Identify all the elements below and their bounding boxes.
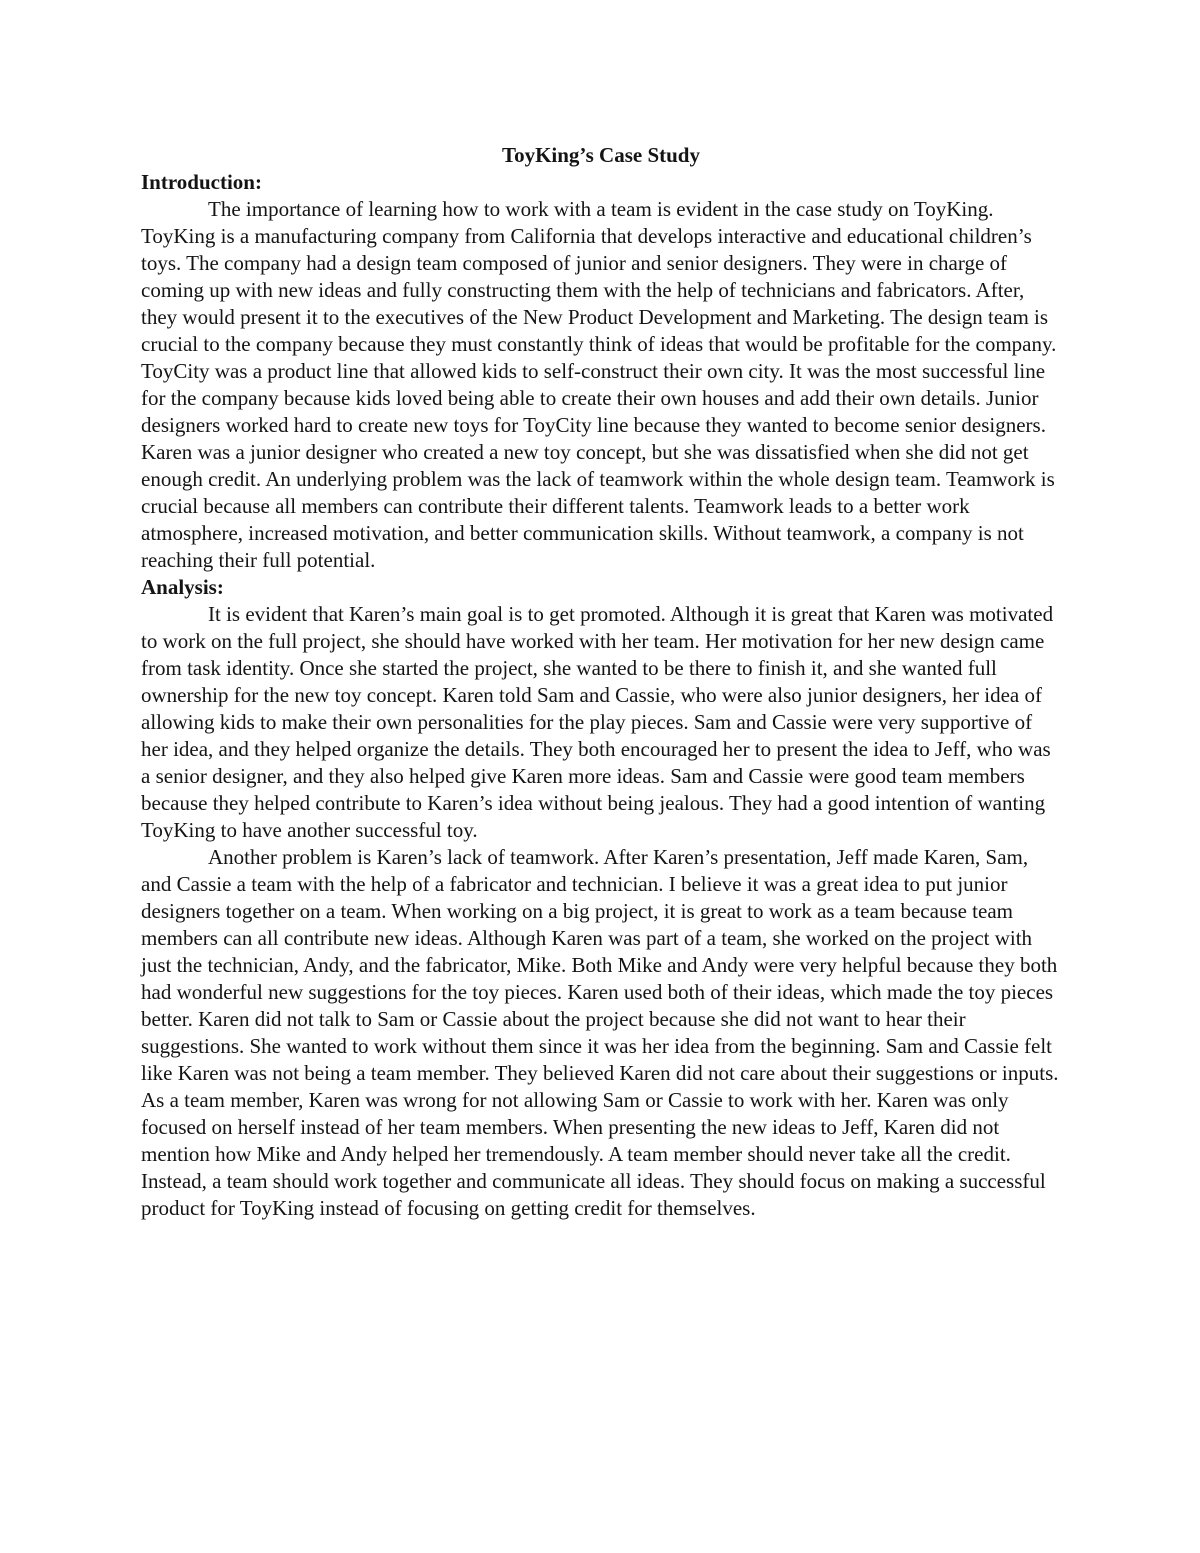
document-title: ToyKing’s Case Study: [501, 143, 700, 167]
section-heading-analysis: Analysis:: [141, 575, 224, 599]
document-page: [141, 141, 1061, 1222]
introduction-paragraph: The importance of learning how to work with a team is evident in the case study on ToyKing. ToyKing is a manufacturing company from California that develops interactive and educational children’s toys. The company had a design team composed of junior and senior designers. They were in charge of coming up with new ideas and fully constructing them with the help of technicians and fabricators. After, they would present it to the executives of the New Product Development and Marketing. The design team is crucial to the company because they must constantly think of ideas that would be profitable for the company. ToyCity was a product line that allowed kids to self-construct their own city. It was the most successful line for the company because kids loved being able to create their own houses and add their own details. Junior designers worked hard to create new toys for ToyCity line because they wanted to become senior designers. Karen was a junior designer who created a new toy concept, but she was dissatisfied when she did not get enough credit. An underlying problem was the lack of teamwork within the whole design team. Teamwork is crucial because all members can contribute their different talents. Teamwork leads to a better work atmosphere, increased motivation, and better communication skills. Without teamwork, a company is not reaching their full potential.: [141, 197, 1057, 572]
section-heading-introduction: Introduction:: [141, 170, 262, 194]
analysis-paragraph-2: Another problem is Karen’s lack of teamwork. After Karen’s presentation, Jeff made Karen, Sam, and Cassie a team with the help of a fabricator and technician. I believe it was a great idea to put junior designers together on a team. When working on a big project, it is great to work as a team because team members can all contribute new ideas. Although Karen was part of a team, she worked on the project with just the technician, Andy, and the fabricator, Mike. Both Mike and Andy were very helpful because they both had wonderful new suggestions for the toy pieces. Karen used both of their ideas, which made the toy pieces better. Karen did not talk to Sam or Cassie about the project because she did not want to hear their suggestions. She wanted to work without them since it was her idea from the beginning. Sam and Cassie felt like Karen was not being a team member. They believed Karen did not care about their suggestions or inputs. As a team member, Karen was wrong for not allowing Sam or Cassie to work with her. Karen was only focused on herself instead of her team members. When presenting the new ideas to Jeff, Karen did not mention how Mike and Andy helped her tremendously. A team member should never take all the credit. Instead, a team should work together and communicate all ideas. They should focus on making a successful product for ToyKing instead of focusing on getting credit for themselves.: [141, 845, 1059, 1220]
analysis-paragraph-1: It is evident that Karen’s main goal is to get promoted. Although it is great that Karen was motivated to work on the full project, she should have worked with her team. Her motivation for her new design came from task identity. Once she started the project, she wanted to be there to finish it, and she wanted full ownership for the new toy concept. Karen told Sam and Cassie, who were also junior designers, her idea of allowing kids to make their own personalities for the play pieces. Sam and Cassie were very supportive of her idea, and they helped organize the details. They both encouraged her to present the idea to Jeff, who was a senior designer, and they also helped give Karen more ideas. Sam and Cassie were good team members because they helped contribute to Karen’s idea without being jealous. They had a good intention of wanting ToyKing to have another successful toy.: [141, 602, 1054, 842]
